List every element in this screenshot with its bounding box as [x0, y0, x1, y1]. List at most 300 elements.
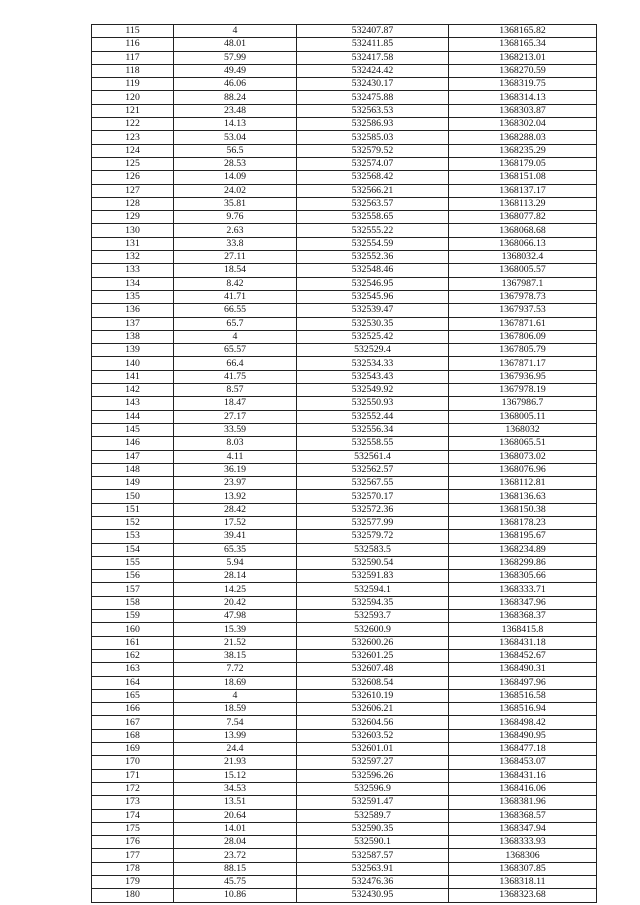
- point-number-cell: 164: [92, 676, 174, 689]
- distance-cell: 10.86: [174, 889, 297, 902]
- table-row: [92, 357, 597, 370]
- table-row: [92, 171, 597, 184]
- point-number-cell: 143: [92, 397, 174, 410]
- y-coordinate-cell: 1368319.75: [449, 78, 597, 91]
- point-number-cell: 169: [92, 743, 174, 756]
- distance-cell: 18.54: [174, 264, 297, 277]
- table-row: [92, 118, 597, 131]
- distance-cell: 24.02: [174, 184, 297, 197]
- y-coordinate-cell: 1368314.13: [449, 91, 597, 104]
- distance-cell: 18.69: [174, 676, 297, 689]
- point-number-cell: 135: [92, 290, 174, 303]
- distance-cell: 49.49: [174, 64, 297, 77]
- y-coordinate-cell: 1368318.11: [449, 876, 597, 889]
- table-row: [92, 716, 597, 729]
- y-coordinate-cell: 1368234.89: [449, 543, 597, 556]
- table-row: [92, 144, 597, 157]
- point-number-cell: 165: [92, 689, 174, 702]
- y-coordinate-cell: 1368005.57: [449, 264, 597, 277]
- y-coordinate-cell: 1368416.06: [449, 782, 597, 795]
- y-coordinate-cell: 1367871.61: [449, 317, 597, 330]
- point-number-cell: 133: [92, 264, 174, 277]
- point-number-cell: 116: [92, 38, 174, 51]
- point-number-cell: 136: [92, 304, 174, 317]
- table-row: [92, 849, 597, 862]
- table-row: [92, 729, 597, 742]
- distance-cell: 46.06: [174, 78, 297, 91]
- y-coordinate-cell: 1368516.58: [449, 689, 597, 702]
- y-coordinate-cell: 1368288.03: [449, 131, 597, 144]
- x-coordinate-cell: 532539.47: [297, 304, 449, 317]
- y-coordinate-cell: 1368299.86: [449, 556, 597, 569]
- table-row: [92, 530, 597, 543]
- table-row: [92, 636, 597, 649]
- y-coordinate-cell: 1368368.37: [449, 610, 597, 623]
- table-row: [92, 290, 597, 303]
- distance-cell: 9.76: [174, 211, 297, 224]
- point-number-cell: 176: [92, 836, 174, 849]
- y-coordinate-cell: 1368270.59: [449, 64, 597, 77]
- point-number-cell: 134: [92, 277, 174, 290]
- point-number-cell: 122: [92, 118, 174, 131]
- point-number-cell: 167: [92, 716, 174, 729]
- table-row: [92, 703, 597, 716]
- point-number-cell: 115: [92, 25, 174, 38]
- y-coordinate-cell: 1368179.05: [449, 157, 597, 170]
- table-row: [92, 556, 597, 569]
- y-coordinate-cell: 1368112.81: [449, 477, 597, 490]
- point-number-cell: 138: [92, 330, 174, 343]
- x-coordinate-cell: 532525.42: [297, 330, 449, 343]
- distance-cell: 2.63: [174, 224, 297, 237]
- x-coordinate-cell: 532591.47: [297, 796, 449, 809]
- distance-cell: 28.42: [174, 503, 297, 516]
- distance-cell: 27.11: [174, 251, 297, 264]
- y-coordinate-cell: 1367805.79: [449, 344, 597, 357]
- y-coordinate-cell: 1368498.42: [449, 716, 597, 729]
- x-coordinate-cell: 532529.4: [297, 344, 449, 357]
- y-coordinate-cell: 1368368.57: [449, 809, 597, 822]
- x-coordinate-cell: 532593.7: [297, 610, 449, 623]
- x-coordinate-cell: 532475.88: [297, 91, 449, 104]
- table-row: [92, 543, 597, 556]
- table-row: [92, 743, 597, 756]
- x-coordinate-cell: 532590.1: [297, 836, 449, 849]
- table-row: [92, 649, 597, 662]
- y-coordinate-cell: 1367871.17: [449, 357, 597, 370]
- distance-cell: 15.39: [174, 623, 297, 636]
- distance-cell: 56.5: [174, 144, 297, 157]
- x-coordinate-cell: 532577.99: [297, 516, 449, 529]
- y-coordinate-cell: 1368150.38: [449, 503, 597, 516]
- y-coordinate-cell: 1367937.53: [449, 304, 597, 317]
- x-coordinate-cell: 532554.59: [297, 237, 449, 250]
- table-row: [92, 623, 597, 636]
- table-row: [92, 197, 597, 210]
- y-coordinate-cell: 1368213.01: [449, 51, 597, 64]
- x-coordinate-cell: 532601.25: [297, 649, 449, 662]
- table-row: [92, 91, 597, 104]
- y-coordinate-cell: 1368431.16: [449, 769, 597, 782]
- distance-cell: 23.72: [174, 849, 297, 862]
- distance-cell: 21.52: [174, 636, 297, 649]
- point-number-cell: 146: [92, 437, 174, 450]
- point-number-cell: 158: [92, 596, 174, 609]
- point-number-cell: 180: [92, 889, 174, 902]
- distance-cell: 5.94: [174, 556, 297, 569]
- x-coordinate-cell: 532579.52: [297, 144, 449, 157]
- y-coordinate-cell: 1368306: [449, 849, 597, 862]
- table-row: [92, 610, 597, 623]
- x-coordinate-cell: 532548.46: [297, 264, 449, 277]
- table-row: [92, 862, 597, 875]
- x-coordinate-cell: 532568.42: [297, 171, 449, 184]
- distance-cell: 33.59: [174, 423, 297, 436]
- y-coordinate-cell: 1368077.82: [449, 211, 597, 224]
- x-coordinate-cell: 532579.72: [297, 530, 449, 543]
- point-number-cell: 173: [92, 796, 174, 809]
- table-row: [92, 184, 597, 197]
- point-number-cell: 126: [92, 171, 174, 184]
- distance-cell: 65.35: [174, 543, 297, 556]
- point-number-cell: 174: [92, 809, 174, 822]
- point-number-cell: 159: [92, 610, 174, 623]
- x-coordinate-cell: 532417.58: [297, 51, 449, 64]
- table-row: [92, 756, 597, 769]
- distance-cell: 24.4: [174, 743, 297, 756]
- point-number-cell: 125: [92, 157, 174, 170]
- table-row: [92, 769, 597, 782]
- table-row: [92, 224, 597, 237]
- table-row: [92, 384, 597, 397]
- y-coordinate-cell: 1368415.8: [449, 623, 597, 636]
- point-number-cell: 121: [92, 104, 174, 117]
- x-coordinate-cell: 532589.7: [297, 809, 449, 822]
- y-coordinate-cell: 1367978.73: [449, 290, 597, 303]
- distance-cell: 4: [174, 330, 297, 343]
- point-number-cell: 157: [92, 583, 174, 596]
- point-number-cell: 179: [92, 876, 174, 889]
- point-number-cell: 175: [92, 822, 174, 835]
- distance-cell: 14.25: [174, 583, 297, 596]
- point-number-cell: 160: [92, 623, 174, 636]
- x-coordinate-cell: 532567.55: [297, 477, 449, 490]
- x-coordinate-cell: 532574.07: [297, 157, 449, 170]
- distance-cell: 8.03: [174, 437, 297, 450]
- point-number-cell: 155: [92, 556, 174, 569]
- distance-cell: 27.17: [174, 410, 297, 423]
- distance-cell: 57.99: [174, 51, 297, 64]
- x-coordinate-cell: 532555.22: [297, 224, 449, 237]
- x-coordinate-cell: 532561.4: [297, 450, 449, 463]
- table-row: [92, 809, 597, 822]
- x-coordinate-cell: 532411.85: [297, 38, 449, 51]
- distance-cell: 28.14: [174, 570, 297, 583]
- distance-cell: 53.04: [174, 131, 297, 144]
- table-row: [92, 211, 597, 224]
- point-number-cell: 151: [92, 503, 174, 516]
- x-coordinate-cell: 532562.57: [297, 463, 449, 476]
- table-row: [92, 450, 597, 463]
- distance-cell: 23.97: [174, 477, 297, 490]
- x-coordinate-cell: 532594.35: [297, 596, 449, 609]
- table-row: [92, 397, 597, 410]
- table-row: [92, 64, 597, 77]
- table-row: [92, 663, 597, 676]
- table-row: [92, 583, 597, 596]
- table-row: [92, 822, 597, 835]
- y-coordinate-cell: 1368333.93: [449, 836, 597, 849]
- y-coordinate-cell: 1367986.7: [449, 397, 597, 410]
- point-number-cell: 163: [92, 663, 174, 676]
- table-row: [92, 782, 597, 795]
- y-coordinate-cell: 1368178.23: [449, 516, 597, 529]
- y-coordinate-cell: 1368032.4: [449, 251, 597, 264]
- table-row: [92, 836, 597, 849]
- y-coordinate-cell: 1367987.1: [449, 277, 597, 290]
- x-coordinate-cell: 532585.03: [297, 131, 449, 144]
- x-coordinate-cell: 532597.27: [297, 756, 449, 769]
- x-coordinate-cell: 532583.5: [297, 543, 449, 556]
- distance-cell: 28.53: [174, 157, 297, 170]
- x-coordinate-cell: 532558.55: [297, 437, 449, 450]
- x-coordinate-cell: 532476.36: [297, 876, 449, 889]
- y-coordinate-cell: 1368137.17: [449, 184, 597, 197]
- x-coordinate-cell: 532601.01: [297, 743, 449, 756]
- point-number-cell: 119: [92, 78, 174, 91]
- point-number-cell: 139: [92, 344, 174, 357]
- point-number-cell: 154: [92, 543, 174, 556]
- x-coordinate-cell: 532543.43: [297, 370, 449, 383]
- point-number-cell: 129: [92, 211, 174, 224]
- table-row: [92, 503, 597, 516]
- distance-cell: 4.11: [174, 450, 297, 463]
- point-number-cell: 172: [92, 782, 174, 795]
- y-coordinate-cell: 1368073.02: [449, 450, 597, 463]
- distance-cell: 28.04: [174, 836, 297, 849]
- point-number-cell: 131: [92, 237, 174, 250]
- x-coordinate-cell: 532608.54: [297, 676, 449, 689]
- distance-cell: 7.54: [174, 716, 297, 729]
- point-number-cell: 145: [92, 423, 174, 436]
- distance-cell: 21.93: [174, 756, 297, 769]
- distance-cell: 65.7: [174, 317, 297, 330]
- point-number-cell: 171: [92, 769, 174, 782]
- distance-cell: 35.81: [174, 197, 297, 210]
- distance-cell: 8.57: [174, 384, 297, 397]
- table-row: [92, 463, 597, 476]
- x-coordinate-cell: 532530.35: [297, 317, 449, 330]
- y-coordinate-cell: 1368066.13: [449, 237, 597, 250]
- table-row: [92, 330, 597, 343]
- x-coordinate-cell: 532596.9: [297, 782, 449, 795]
- table-row: [92, 876, 597, 889]
- y-coordinate-cell: 1368068.68: [449, 224, 597, 237]
- point-number-cell: 123: [92, 131, 174, 144]
- distance-cell: 41.71: [174, 290, 297, 303]
- x-coordinate-cell: 532563.57: [297, 197, 449, 210]
- point-number-cell: 142: [92, 384, 174, 397]
- table-row: [92, 51, 597, 64]
- table-row: [92, 437, 597, 450]
- y-coordinate-cell: 1368235.29: [449, 144, 597, 157]
- x-coordinate-cell: 532563.91: [297, 862, 449, 875]
- distance-cell: 45.75: [174, 876, 297, 889]
- point-number-cell: 152: [92, 516, 174, 529]
- y-coordinate-cell: 1368195.67: [449, 530, 597, 543]
- distance-cell: 14.09: [174, 171, 297, 184]
- distance-cell: 7.72: [174, 663, 297, 676]
- point-number-cell: 168: [92, 729, 174, 742]
- x-coordinate-cell: 532549.92: [297, 384, 449, 397]
- point-number-cell: 137: [92, 317, 174, 330]
- point-number-cell: 156: [92, 570, 174, 583]
- table-row: [92, 25, 597, 38]
- x-coordinate-cell: 532563.53: [297, 104, 449, 117]
- x-coordinate-cell: 532604.56: [297, 716, 449, 729]
- distance-cell: 33.8: [174, 237, 297, 250]
- distance-cell: 15.12: [174, 769, 297, 782]
- point-number-cell: 166: [92, 703, 174, 716]
- distance-cell: 39.41: [174, 530, 297, 543]
- y-coordinate-cell: 1368516.94: [449, 703, 597, 716]
- distance-cell: 23.48: [174, 104, 297, 117]
- distance-cell: 14.13: [174, 118, 297, 131]
- y-coordinate-cell: 1368497.96: [449, 676, 597, 689]
- point-number-cell: 120: [92, 91, 174, 104]
- point-number-cell: 118: [92, 64, 174, 77]
- table-row: [92, 251, 597, 264]
- x-coordinate-cell: 532534.33: [297, 357, 449, 370]
- x-coordinate-cell: 532430.95: [297, 889, 449, 902]
- point-number-cell: 141: [92, 370, 174, 383]
- table-row: [92, 410, 597, 423]
- y-coordinate-cell: 1368151.08: [449, 171, 597, 184]
- x-coordinate-cell: 532607.48: [297, 663, 449, 676]
- x-coordinate-cell: 532550.93: [297, 397, 449, 410]
- x-coordinate-cell: 532606.21: [297, 703, 449, 716]
- x-coordinate-cell: 532570.17: [297, 490, 449, 503]
- x-coordinate-cell: 532587.57: [297, 849, 449, 862]
- table-row: [92, 689, 597, 702]
- table-row: [92, 596, 597, 609]
- table-row: [92, 423, 597, 436]
- table-row: [92, 304, 597, 317]
- x-coordinate-cell: 532591.83: [297, 570, 449, 583]
- distance-cell: 48.01: [174, 38, 297, 51]
- point-number-cell: 162: [92, 649, 174, 662]
- y-coordinate-cell: 1368347.96: [449, 596, 597, 609]
- y-coordinate-cell: 1368165.34: [449, 38, 597, 51]
- point-number-cell: 161: [92, 636, 174, 649]
- x-coordinate-cell: 532566.21: [297, 184, 449, 197]
- x-coordinate-cell: 532594.1: [297, 583, 449, 596]
- y-coordinate-cell: 1368307.85: [449, 862, 597, 875]
- y-coordinate-cell: 1367978.19: [449, 384, 597, 397]
- point-number-cell: 117: [92, 51, 174, 64]
- y-coordinate-cell: 1368303.87: [449, 104, 597, 117]
- distance-cell: 20.64: [174, 809, 297, 822]
- y-coordinate-cell: 1368490.31: [449, 663, 597, 676]
- table-row: [92, 516, 597, 529]
- x-coordinate-cell: 532552.44: [297, 410, 449, 423]
- y-coordinate-cell: 1367806.09: [449, 330, 597, 343]
- table-row: [92, 317, 597, 330]
- table-row: [92, 104, 597, 117]
- table-row: [92, 570, 597, 583]
- x-coordinate-cell: 532603.52: [297, 729, 449, 742]
- point-number-cell: 124: [92, 144, 174, 157]
- x-coordinate-cell: 532590.35: [297, 822, 449, 835]
- x-coordinate-cell: 532558.65: [297, 211, 449, 224]
- distance-cell: 20.42: [174, 596, 297, 609]
- y-coordinate-cell: 1368065.51: [449, 437, 597, 450]
- table-row: [92, 237, 597, 250]
- x-coordinate-cell: 532596.26: [297, 769, 449, 782]
- y-coordinate-cell: 1368305.66: [449, 570, 597, 583]
- y-coordinate-cell: 1368165.82: [449, 25, 597, 38]
- table-row: [92, 477, 597, 490]
- x-coordinate-cell: 532407.87: [297, 25, 449, 38]
- y-coordinate-cell: 1368453.07: [449, 756, 597, 769]
- y-coordinate-cell: 1368431.18: [449, 636, 597, 649]
- x-coordinate-cell: 532552.36: [297, 251, 449, 264]
- y-coordinate-cell: 1368005.11: [449, 410, 597, 423]
- y-coordinate-cell: 1368113.29: [449, 197, 597, 210]
- point-number-cell: 130: [92, 224, 174, 237]
- point-number-cell: 140: [92, 357, 174, 370]
- distance-cell: 18.59: [174, 703, 297, 716]
- y-coordinate-cell: 1368333.71: [449, 583, 597, 596]
- y-coordinate-cell: 1368136.63: [449, 490, 597, 503]
- table-row: [92, 676, 597, 689]
- distance-cell: 18.47: [174, 397, 297, 410]
- point-number-cell: 170: [92, 756, 174, 769]
- table-row: [92, 131, 597, 144]
- table-row: [92, 264, 597, 277]
- table-row: [92, 889, 597, 902]
- point-number-cell: 149: [92, 477, 174, 490]
- point-number-cell: 147: [92, 450, 174, 463]
- distance-cell: 13.51: [174, 796, 297, 809]
- y-coordinate-cell: 1368490.95: [449, 729, 597, 742]
- y-coordinate-cell: 1367936.95: [449, 370, 597, 383]
- coordinate-table: [91, 24, 597, 903]
- table-row: [92, 490, 597, 503]
- x-coordinate-cell: 532545.96: [297, 290, 449, 303]
- x-coordinate-cell: 532600.26: [297, 636, 449, 649]
- distance-cell: 65.57: [174, 344, 297, 357]
- distance-cell: 41.75: [174, 370, 297, 383]
- y-coordinate-cell: 1368381.96: [449, 796, 597, 809]
- distance-cell: 14.01: [174, 822, 297, 835]
- table-row: [92, 277, 597, 290]
- x-coordinate-cell: 532556.34: [297, 423, 449, 436]
- distance-cell: 88.24: [174, 91, 297, 104]
- y-coordinate-cell: 1368477.18: [449, 743, 597, 756]
- table-row: [92, 370, 597, 383]
- distance-cell: 66.4: [174, 357, 297, 370]
- distance-cell: 8.42: [174, 277, 297, 290]
- distance-cell: 13.92: [174, 490, 297, 503]
- x-coordinate-cell: 532590.54: [297, 556, 449, 569]
- distance-cell: 34.53: [174, 782, 297, 795]
- y-coordinate-cell: 1368302.04: [449, 118, 597, 131]
- distance-cell: 17.52: [174, 516, 297, 529]
- point-number-cell: 178: [92, 862, 174, 875]
- x-coordinate-cell: 532430.17: [297, 78, 449, 91]
- y-coordinate-cell: 1368452.67: [449, 649, 597, 662]
